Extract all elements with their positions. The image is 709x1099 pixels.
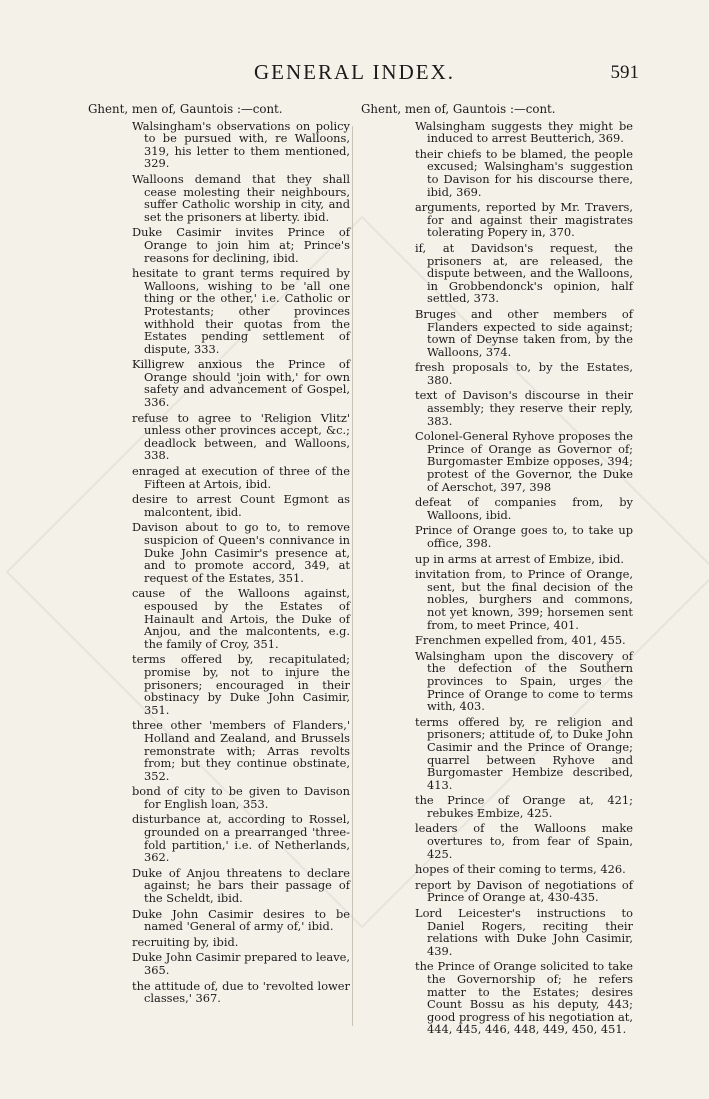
index-entry: terms offered by, re religion and prisoners; attitude of, to Duke John Casimir and the Prince of Orange; quarrel between Ryhove and Burgomaster Hembize described, 413. <box>415 714 633 792</box>
index-entry: terms offered by, recapitulated; promise by, not to injure the prisoners; encouraged in their obstinacy by Duke John Casimir, 351. <box>132 652 350 717</box>
index-entry: Frenchmen expelled from, 401, 455. <box>415 633 626 648</box>
index-entry: their chiefs to be blamed, the people excused; Walsingham's suggestion to Davison for his discourse there, ibid, 369. <box>415 146 633 199</box>
index-entry: cause of the Walloons against, espoused by the Estates of Hainault and Artois, the Duke of Anjou, and the malcontents, e.g. the family of Croy, 351. <box>132 586 350 651</box>
index-entry: the Prince of Orange at, 421; rebukes Embize, 425. <box>415 793 633 820</box>
index-entry: desire to arrest Count Egmont as malcontent, ibid. <box>132 492 350 519</box>
index-entry: if, at Davidson's request, the prisoners at, are released, the dispute between, and the Walloons, in Grobbendonck's opinion, half settled, 373. <box>415 240 633 306</box>
index-entry: up in arms at arrest of Embize, ibid. <box>415 551 625 566</box>
index-entry: Duke of Anjou threatens to declare against; he bars their passage of the Scheldt, ibid. <box>132 865 350 906</box>
index-entry: Colonel-General Ryhove proposes the Prince of Orange as Governor of; Burgomaster Embize opposes, 394; protest of the Governor, the Duke of Aerschot, 397, 398 <box>415 429 633 494</box>
index-entry: Walloons demand that they shall cease molesting their neighbours, suffer Catholic worship in city, and set the prisoners at liberty. ibid. <box>132 171 350 224</box>
index-entry: Duke John Casimir prepared to leave, 365. <box>132 950 350 977</box>
index-entry: arguments, reported by Mr. Travers, for and against their magistrates tolerating Popery in, 370. <box>415 200 633 240</box>
index-entry: Walsingham upon the discovery of the defection of the Southern provinces to Spain, urges the Prince of Orange to come to terms with, 403. <box>415 648 633 714</box>
index-entry: Walsingham's observations on policy to be pursued with, re Walloons, 319, his letter to them mentioned, 329. <box>132 118 350 171</box>
left-entry-list <box>92 120 350 1005</box>
index-entry: Davison about to go to, to remove suspicion of Queen's connivance in Duke John Casimir's presence at, and to promote accord, 349, at request of the Estates, 351. <box>132 520 350 585</box>
index-entry: hesitate to grant terms required by Walloons, wishing to be 'all one thing or the other,' i.e. Catholic or Protestants; other provinces withhold their quotas from the Estates pending settlement of dispute, 333. <box>132 266 350 356</box>
column-divider <box>352 126 353 1026</box>
left-column-heading: Ghent, men of, Gauntois :—cont. <box>88 102 283 116</box>
index-entry: recruiting by, ibid. <box>132 934 239 949</box>
index-entry: Lord Leicester's instructions to Daniel Rogers, reciting their relations with Duke John Casimir, 439. <box>415 906 633 958</box>
index-entry: disturbance at, according to Rossel, grounded on a prearranged 'three-fold partition,' i.e. of Netherlands, 362. <box>132 812 350 865</box>
page-title: GENERAL INDEX. <box>253 60 456 84</box>
index-entry: refuse to agree to 'Religion Vlitz' unless other provinces accept, &c.; deadlock between, and Walloons, 338. <box>132 410 350 463</box>
index-entry: Bruges and other members of Flanders expected to side against; town of Deynse taken from, by the Walloons, 374. <box>415 306 633 359</box>
right-entry-list <box>365 120 633 1036</box>
index-entry: the Prince of Orange solicited to take the Governorship of; he refers matter to the Estates; desires Count Bossu as his deputy, 443; good progress of his negotiation at, 444, 445, 446, 448, 449, 450, 451. <box>415 959 633 1037</box>
index-entry: bond of city to be given to Davison for English loan, 353. <box>132 784 350 811</box>
index-entry: leaders of the Walloons make overtures to, from fear of Spain, 425. <box>415 821 633 861</box>
index-entry: fresh proposals to, by the Estates, 380. <box>415 360 633 387</box>
index-entry: defeat of companies from, by Walloons, ibid. <box>415 495 633 522</box>
index-entry: Duke John Casimir desires to be named 'General of army of,' ibid. <box>132 906 350 934</box>
index-entry: report by Davison of negotiations of Prince of Orange at, 430-435. <box>415 877 633 905</box>
index-entry: text of Davison's discourse in their assembly; they reserve their reply, 383. <box>415 388 633 428</box>
index-entry: Walsingham suggests they might be induced to arrest Beutterich, 369. <box>415 118 633 146</box>
index-entry: Duke Casimir invites Prince of Orange to join him at; Prince's reasons for declining, ibid. <box>132 225 350 265</box>
left-column <box>88 102 350 1008</box>
index-entry: Killigrew anxious the Prince of Orange should 'join with,' for own safety and advancement of Gospel, 336. <box>132 357 350 410</box>
right-column <box>361 102 633 1039</box>
index-entry: invitation from, to Prince of Orange, sent, but the final decision of the nobles, burghers and commons, not yet known, 399; horsemen sent from, to meet Prince, 401. <box>415 567 633 632</box>
index-entry: enraged at execution of three of the Fifteen at Artois, ibid. <box>132 464 350 491</box>
page-number: 591 <box>610 62 639 83</box>
index-entry: three other 'members of Flanders,' Holland and Zealand, and Brussels remonstrate with; Arras revolts from; but they continue obstinate, 352. <box>132 718 350 783</box>
index-entry: Prince of Orange goes to, to take up office, 398. <box>415 523 633 550</box>
index-entry: the attitude of, due to 'revolted lower classes,' 367. <box>132 978 350 1006</box>
right-column-heading: Ghent, men of, Gauntois :—cont. <box>361 102 556 116</box>
index-entry: hopes of their coming to terms, 426. <box>415 862 626 877</box>
